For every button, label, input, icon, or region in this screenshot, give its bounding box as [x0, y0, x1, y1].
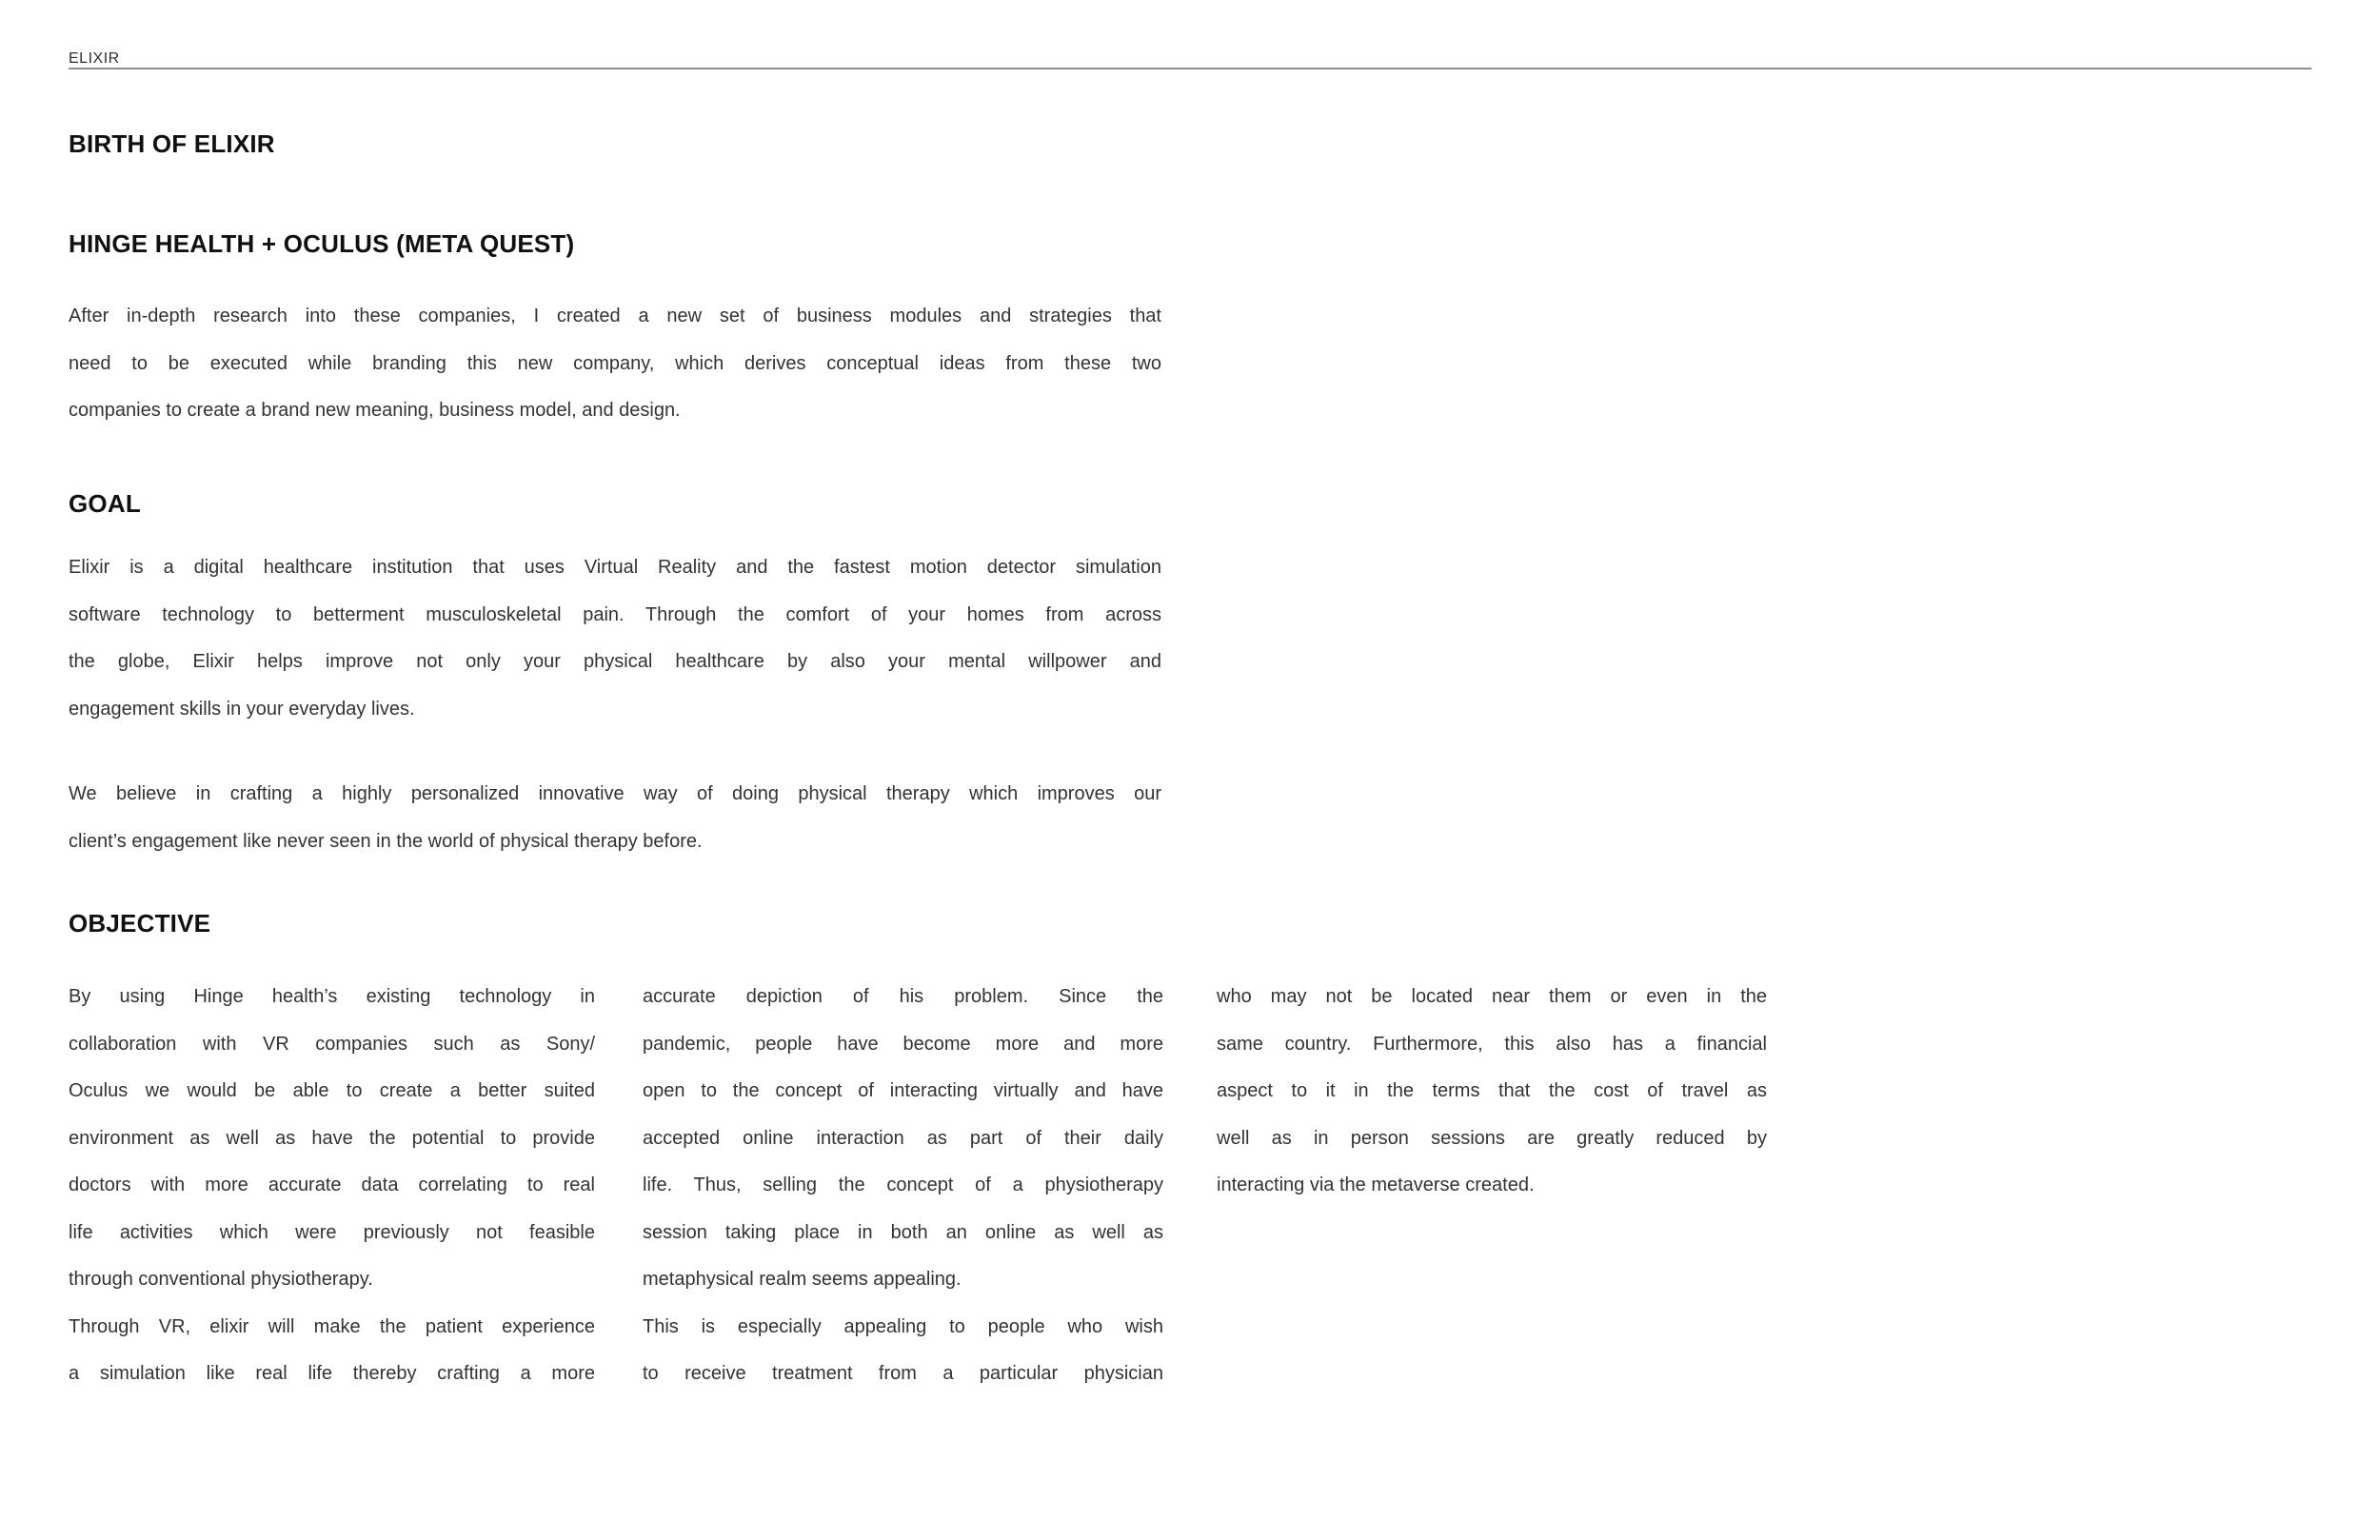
text-line: life activities which were previously not feasible [69, 1221, 595, 1243]
text-line: After in-depth research into these companies, I created a new set of business modules and strategies that [69, 306, 1161, 326]
section-heading-companies: HINGE HEALTH + OCULUS (META QUEST) [69, 229, 575, 258]
text-line: environment as well as have the potential to provide [69, 1127, 595, 1149]
text-line: software technology to betterment musculoskeletal pain. Through the comfort of your homes from across [69, 603, 1161, 625]
text-line: the globe, Elixir helps improve not only your physical healthcare by also your mental willpower and [69, 651, 1161, 672]
text-line: pandemic, people have become more and more [643, 1033, 1163, 1055]
text-line: interacting via the metaverse created. [1217, 1175, 1535, 1195]
text-line: through conventional physiotherapy. [69, 1269, 373, 1290]
text-line: to receive treatment from a particular physician [643, 1363, 1163, 1384]
objective-column-3 [1217, 974, 1767, 1210]
section-heading-goal: GOAL [69, 489, 141, 518]
text-line: collaboration with VR companies such as Sony/ [69, 1033, 595, 1055]
text-line: open to the concept of interacting virtually and have [643, 1080, 1163, 1101]
intro-paragraph [69, 293, 1161, 435]
text-line: We believe in crafting a highly personalized innovative way of doing physical therapy which improves our [69, 783, 1161, 804]
text-line: session taking place in both an online as well as [643, 1221, 1163, 1243]
text-line: Elixir is a digital healthcare institution that uses Virtual Reality and the fastest motion detector simulation [69, 557, 1161, 578]
text-line: life. Thus, selling the concept of a physiotherapy [643, 1175, 1163, 1195]
text-line: doctors with more accurate data correlating to real [69, 1175, 595, 1195]
header-divider [69, 68, 2311, 69]
text-line: same country. Furthermore, this also has a financial [1217, 1033, 1767, 1055]
text-line: need to be executed while branding this new company, which derives conceptual ideas from these two [69, 352, 1161, 374]
text-line: engagement skills in your everyday lives. [69, 698, 415, 720]
text-line: a simulation like real life thereby crafting a more [69, 1363, 595, 1384]
text-line: Oculus we would be able to create a better suited [69, 1080, 595, 1101]
text-line: This is especially appealing to people who wish [643, 1315, 1163, 1337]
text-line: metaphysical realm seems appealing. [643, 1269, 962, 1290]
goal-paragraph [69, 544, 1161, 733]
brand-header: ELIXIR [69, 50, 120, 67]
text-line: aspect to it in the terms that the cost of travel as [1217, 1080, 1767, 1101]
text-line: accurate depiction of his problem. Since the [643, 986, 1163, 1007]
page-title: BIRTH OF ELIXIR [69, 129, 275, 158]
objective-columns [69, 974, 1767, 1398]
believe-paragraph [69, 771, 1161, 865]
text-line: who may not be located near them or even in the [1217, 986, 1767, 1007]
text-line: accepted online interaction as part of their daily [643, 1127, 1163, 1149]
objective-column-1 [69, 974, 595, 1398]
text-line: Through VR, elixir will make the patient experience [69, 1315, 595, 1337]
text-line: companies to create a brand new meaning, business model, and design. [69, 400, 681, 421]
text-line: well as in person sessions are greatly reduced by [1217, 1127, 1767, 1149]
text-line: By using Hinge health’s existing technology in [69, 986, 595, 1007]
text-line: client’s engagement like never seen in the world of physical therapy before. [69, 830, 703, 852]
objective-column-2 [643, 974, 1163, 1398]
section-heading-objective: OBJECTIVE [69, 909, 211, 938]
